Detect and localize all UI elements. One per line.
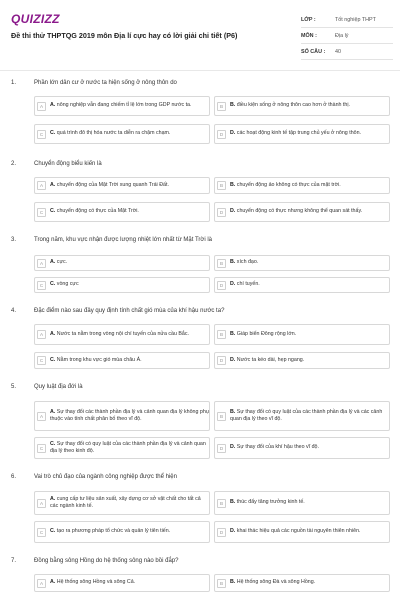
question-text: Trong năm, khu vực nhận được lượng nhiệt lớn nhất từ Mặt Trời là [34, 237, 212, 243]
option-letter: D [217, 130, 226, 139]
answer-option[interactable]: C C. Nằm trong khu vực gió mùa châu Á. [34, 352, 210, 369]
answer-option[interactable]: D D. chí tuyến. [214, 277, 390, 293]
option-letter: B [217, 330, 226, 339]
meta-info [301, 12, 393, 60]
answer-option[interactable]: B B. thúc đẩy tăng trưởng kinh tế. [214, 491, 390, 515]
option-letter: B [217, 181, 226, 190]
option-letter: B [217, 579, 226, 588]
meta-row-subject [301, 28, 393, 44]
option-letter: A [37, 102, 46, 111]
answer-option[interactable]: C C. Sự thay đổi có quy luật của các thành phần địa lý và cảnh quan địa lý theo kinh độ. [34, 437, 210, 459]
answer-option[interactable]: D D. Nước ta kéo dài, hẹp ngang. [214, 352, 390, 369]
question-number: 3. [11, 237, 17, 243]
option-letter: A [37, 579, 46, 588]
page-header [0, 0, 400, 66]
option-letter: B [217, 499, 226, 508]
answer-option[interactable]: A A. Hệ thống sông Hồng và sông Cả. [34, 574, 210, 592]
answer-option[interactable]: B B. Hệ thống sông Đà và sông Hồng. [214, 574, 390, 592]
meta-value: 40 [335, 48, 341, 55]
option-letter: C [37, 208, 46, 217]
answer-option[interactable]: D D. chuyển động có thực nhưng không thể quan sát thấy. [214, 202, 390, 222]
answer-option[interactable]: C C. tạo ra phương pháp tổ chức và quản lý tiên tiến. [34, 521, 210, 543]
question-text: Đặc điểm nào sau đây quy định tính chất gió mùa của khí hậu nước ta? [34, 308, 225, 314]
option-letter: C [37, 528, 46, 537]
answer-option[interactable]: A A. cung cấp tư liệu sản xuất, xây dựng cơ sở vật chất cho tất cả các ngành kinh tế. [34, 491, 210, 515]
answer-option[interactable]: D D. khai thác hiệu quả các nguồn tài nguyên thiên nhiên. [214, 521, 390, 543]
answer-option[interactable]: C C. vòng cực [34, 277, 210, 293]
answer-option[interactable]: A A. nông nghiệp vẫn đang chiếm tỉ lệ lớn trong GDP nước ta. [34, 96, 210, 116]
option-letter: B [217, 102, 226, 111]
option-letter: C [37, 356, 46, 365]
answer-option[interactable]: B B. điều kiện sống ở nông thôn cao hơn ở thành thị. [214, 96, 390, 116]
option-letter: A [37, 259, 46, 268]
option-letter: C [37, 130, 46, 139]
question-number: 2. [11, 161, 17, 167]
meta-value: Địa lý [335, 32, 349, 39]
question-text: Chuyển động biểu kiến là [34, 161, 102, 167]
question-text: Vai trò chủ đạo của ngành công nghiệp được thể hiện [34, 474, 177, 480]
meta-value: Tốt nghiệp THPT [335, 16, 376, 23]
option-letter: D [217, 281, 226, 290]
option-letter: D [217, 356, 226, 365]
option-letter: C [37, 281, 46, 290]
option-letter: C [37, 444, 46, 453]
question-number: 1. [11, 80, 17, 86]
meta-row-count [301, 44, 393, 60]
option-letter: A [37, 412, 46, 421]
page-title: Đề thi thử THPTQG 2019 môn Địa lí cực hay có lời giải chi tiết (P6) [11, 31, 238, 40]
answer-option[interactable]: B B. xích đạo. [214, 255, 390, 271]
question-text: Quy luật địa đới là [34, 384, 83, 390]
meta-row-class [301, 12, 393, 28]
option-letter: D [217, 444, 226, 453]
answer-option[interactable]: A A. Nước ta nằm trong vòng nội chí tuyến của nửa cầu Bắc. [34, 324, 210, 345]
header-divider [0, 70, 400, 71]
question-text: Đồng bằng sông Hồng do hệ thống sông nào bồi đắp? [34, 558, 179, 564]
meta-label: MÔN : [301, 32, 317, 39]
answer-option[interactable]: D D. Sự thay đổi của khí hậu theo vĩ độ. [214, 437, 390, 459]
answer-option[interactable]: A A. cực. [34, 255, 210, 271]
answer-option[interactable]: B B. Sự thay đổi có quy luật của các thành phần địa lý và các cảnh quan địa lý theo vĩ độ. [214, 401, 390, 431]
option-letter: A [37, 181, 46, 190]
answer-option[interactable]: B B. chuyển động ảo không có thực của mặt trời. [214, 177, 390, 194]
question-number: 7. [11, 558, 17, 564]
meta-label: SỐ CÂU : [301, 48, 326, 55]
option-letter: D [217, 528, 226, 537]
answer-option[interactable]: B B. Giáp biển Đông rộng lớn. [214, 324, 390, 345]
quizizz-logo: QUIZIZZ [11, 12, 60, 26]
meta-label: LỚP : [301, 16, 316, 23]
answer-option[interactable]: C C. quá trình đô thị hóa nước ta diễn ra chậm chạm. [34, 124, 210, 144]
answer-option[interactable]: D D. các hoạt động kinh tế tập trung chủ yếu ở nông thôn. [214, 124, 390, 144]
option-letter: A [37, 499, 46, 508]
option-letter: B [217, 412, 226, 421]
question-number: 5. [11, 384, 17, 390]
option-letter: A [37, 330, 46, 339]
question-number: 4. [11, 308, 17, 314]
option-letter: B [217, 259, 226, 268]
question-text: Phần lớn dân cư ở nước ta hiện sống ở nông thôn do [34, 80, 177, 86]
answer-option[interactable]: A A. chuyển động của Mặt Trời xung quanh Trái Đất. [34, 177, 210, 194]
answer-option[interactable]: C C. chuyển động có thực của Mặt Trời. [34, 202, 210, 222]
answer-option[interactable]: A A. Sự thay đổi các thành phần địa lý và cảnh quan địa lý không phụ thuộc vào tính chất phân bố theo vĩ độ. [34, 401, 210, 431]
question-number: 6. [11, 474, 17, 480]
option-letter: D [217, 208, 226, 217]
